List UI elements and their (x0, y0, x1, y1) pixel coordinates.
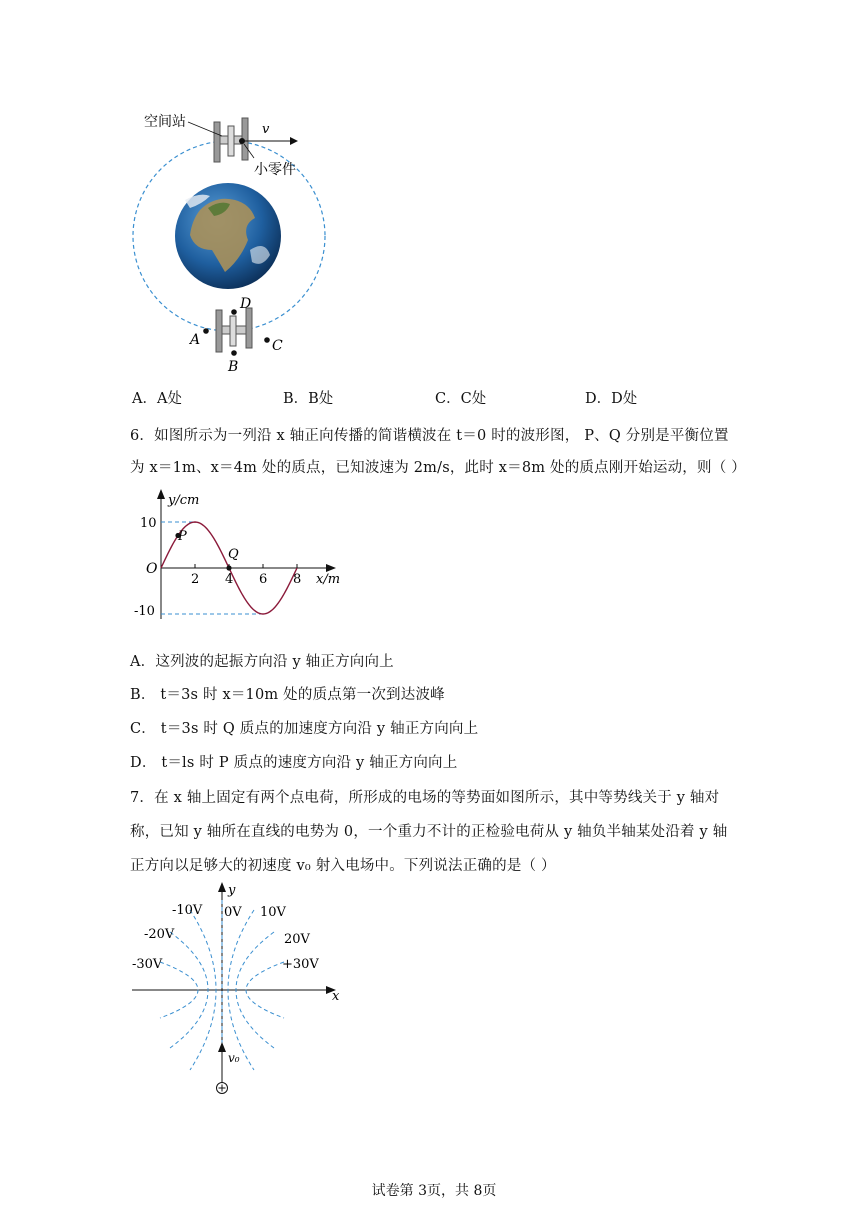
equipotential-figure (130, 880, 350, 1100)
label-neg10v: -10V (172, 903, 203, 918)
station-label: 空间站 (144, 114, 186, 130)
label-20v: 20V (284, 932, 310, 947)
q5-option-c: C．C处 (435, 391, 487, 407)
label-10v: 10V (260, 905, 286, 920)
x-label: x (332, 989, 340, 1004)
x-tick-label: 8 (293, 572, 302, 587)
q6-stem-line-2: 为 x＝1m、x＝4m 处的质点，已知波速为 2m/s，此时 x＝8m 处的质点刚开始运动，则（ ） (130, 460, 746, 476)
point-q-dot (226, 565, 231, 570)
q6-option-c: C． t＝3s 时 Q 质点的加速度方向沿 y 轴正方向向上 (130, 721, 479, 737)
y-tick-neg10: -10 (134, 604, 155, 619)
q6-option-a: A．这列波的起振方向沿 y 轴正方向向上 (130, 654, 394, 670)
point-a-dot (203, 328, 209, 334)
part-label: 小零件 (254, 162, 296, 178)
q6-stem-line-1: 6．如图所示为一列沿 x 轴正向传播的简谐横波在 t＝0 时的波形图， P、Q 分别是平衡位置 (130, 428, 729, 444)
point-p-label: P (178, 529, 187, 544)
q7-stem-line-3: 正方向以足够大的初速度 v₀ 射入电场中。下列说法正确的是（ ） (130, 858, 556, 874)
label-neg30v: -30V (132, 957, 163, 972)
point-b-label: B (228, 359, 239, 375)
small-part-dot (239, 138, 245, 144)
q7-stem-line-1: 7．在 x 轴上固定有两个点电荷，所形成的电场的等势面如图所示，其中等势线关于 y 轴对 (130, 790, 720, 806)
point-d-label: D (240, 296, 252, 312)
q6-option-d: D． t＝ls 时 P 质点的速度方向沿 y 轴正方向向上 (130, 755, 458, 771)
q5-option-b: B．B处 (283, 391, 334, 407)
q7-stem-line-2: 称，已知 y 轴所在直线的电势为 0，一个重力不计的正检验电荷从 y 轴负半轴某处沿着 y 轴 (130, 824, 728, 840)
q6-option-b: B． t＝3s 时 x＝10m 处的质点第一次到达波峰 (130, 687, 445, 703)
label-30v: +30V (282, 957, 319, 972)
x-axis-label: x/m (316, 572, 341, 587)
q5-option-d: D．D处 (585, 391, 638, 407)
x-tick-label: 4 (225, 572, 234, 587)
page-footer: 试卷第 3页，共 8页 (371, 1183, 497, 1199)
point-a-label: A (190, 332, 201, 348)
point-d-dot (231, 309, 237, 315)
point-c-label: C (272, 338, 283, 354)
positive-charge-icon (217, 1083, 228, 1094)
wave-chart (130, 487, 350, 627)
label-neg20v: -20V (144, 927, 175, 942)
velocity-label: v (262, 122, 270, 137)
origin-label: O (146, 561, 158, 577)
q5-option-a: A．A处 (132, 391, 182, 407)
y-tick-10: 10 (140, 516, 157, 531)
orbit-figure (130, 100, 350, 385)
x-tick-label: 2 (191, 572, 200, 587)
point-b-dot (231, 350, 237, 356)
point-c-dot (264, 337, 270, 343)
x-tick-label: 6 (259, 572, 268, 587)
point-q-label: Q (228, 547, 239, 562)
y-axis-label: y/cm (168, 493, 200, 508)
label-0v: 0V (224, 905, 242, 920)
y-label: y (228, 883, 236, 898)
v0-label: v₀ (228, 1051, 240, 1065)
